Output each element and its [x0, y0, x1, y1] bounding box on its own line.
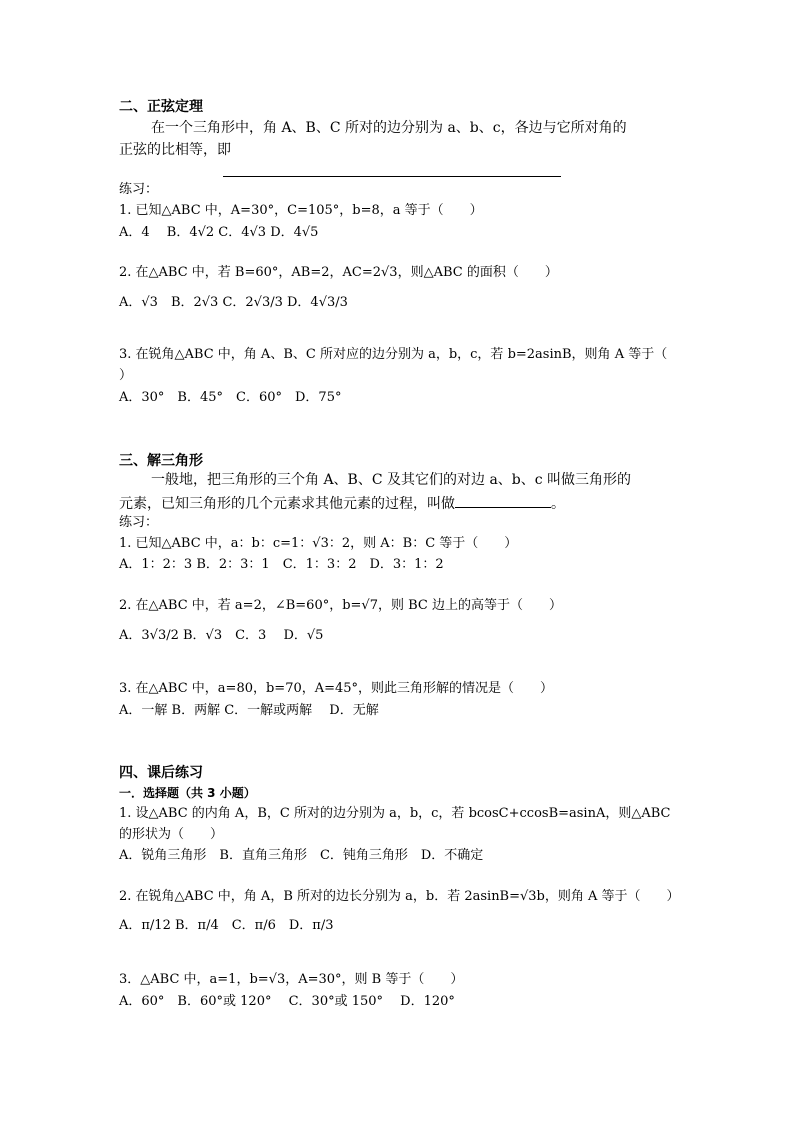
sec3-question-1-options: A．1：2：3 B．2：3：1 C．1：3：2 D．3：1：2	[119, 557, 444, 572]
sec2-paragraph-line1: 在一个三角形中，角 A、B、C 所对的边分别为 a、b、c，各边与它所对角的	[151, 120, 627, 136]
sec2-question-2-options: A．√3 B．2√3 C．2√3/3 D．4√3/3	[119, 295, 348, 310]
sec4-question-1-options: A．锐角三角形 B．直角三角形 C．钝角三角形 D．不确定	[119, 848, 484, 863]
sec4-question-3-options: A．60° B．60°或 120° C．30°或 150° D．120°	[119, 994, 455, 1009]
sec4-question-2: 2. 在锐角△ABC 中，角 A，B 所对的边长分别为 a，b．若 2asinB=√3b，则角 A 等于（ ）	[119, 889, 680, 904]
sec3-practice-label: 练习：	[119, 515, 159, 530]
sec4-question-1-line2: 的形状为（ ）	[119, 827, 224, 842]
sec2-question-1: 1. 已知△ABC 中，A=30°，C=105°，b=8，a 等于（ ）	[119, 203, 483, 218]
answer-blank	[455, 493, 551, 508]
sec2-question-2: 2. 在△ABC 中，若 B=60°，AB=2，AC=2√3，则△ABC 的面积（ ）	[119, 265, 558, 280]
sec4-subtitle: 一．选择题（共 3 小题）	[119, 786, 256, 800]
sec3-question-1: 1. 已知△ABC 中，a：b：c=1：√3：2，则 A：B：C 等于（ ）	[119, 536, 518, 551]
sec3-question-3-options: A．一解 B．两解 C．一解或两解 D．无解	[119, 703, 379, 718]
sec4-question-3: 3．△ABC 中，a=1，b=√3，A=30°，则 B 等于（ ）	[119, 972, 464, 987]
section-2-title: 二、正弦定理	[119, 99, 203, 115]
section-3-title: 三、解三角形	[119, 453, 203, 469]
sec3-paragraph-line1: 一般地，把三角形的三个角 A、B、C 及其它们的对边 a、b、c 叫做三角形的	[151, 472, 632, 488]
sec2-question-1-options: A．4 B．4√2 C．4√3 D．4√5	[119, 225, 319, 240]
sec3-question-3: 3. 在△ABC 中，a=80，b=70，A=45°，则此三角形解的情况是（ ）	[119, 681, 554, 696]
sec3-paragraph-text: 元素，已知三角形的几个元素求其他元素的过程，叫做	[119, 496, 455, 512]
sec2-paragraph-line2: 正弦的比相等，即	[119, 142, 231, 158]
sec3-question-2: 2. 在△ABC 中，若 a=2，∠B=60°，b=√7，则 BC 边上的高等于（ ）	[119, 598, 562, 613]
answer-blank-line	[223, 176, 561, 177]
section-4-title: 四、课后练习	[119, 765, 203, 781]
sec2-question-3-options: A．30° B．45° C．60° D．75°	[119, 390, 342, 405]
sec2-question-3-line2: ）	[119, 368, 133, 383]
sec3-paragraph-end: 。	[551, 496, 565, 512]
sec4-question-1-line1: 1. 设△ABC 的内角 A，B，C 所对的边分别为 a，b，c，若 bcosC+ccosB=asinA，则△ABC	[119, 806, 671, 821]
sec3-paragraph-line2	[119, 493, 565, 513]
sec2-practice-label: 练习：	[119, 182, 159, 197]
sec2-question-3-line1: 3. 在锐角△ABC 中，角 A、B、C 所对应的边分别为 a，b，c，若 b=2asinB，则角 A 等于（	[119, 347, 668, 362]
sec4-question-2-options: A．π/12 B．π/4 C．π/6 D．π/3	[119, 918, 334, 933]
sec3-question-2-options: A．3√3/2 B．√3 C．3 D．√5	[119, 628, 324, 643]
